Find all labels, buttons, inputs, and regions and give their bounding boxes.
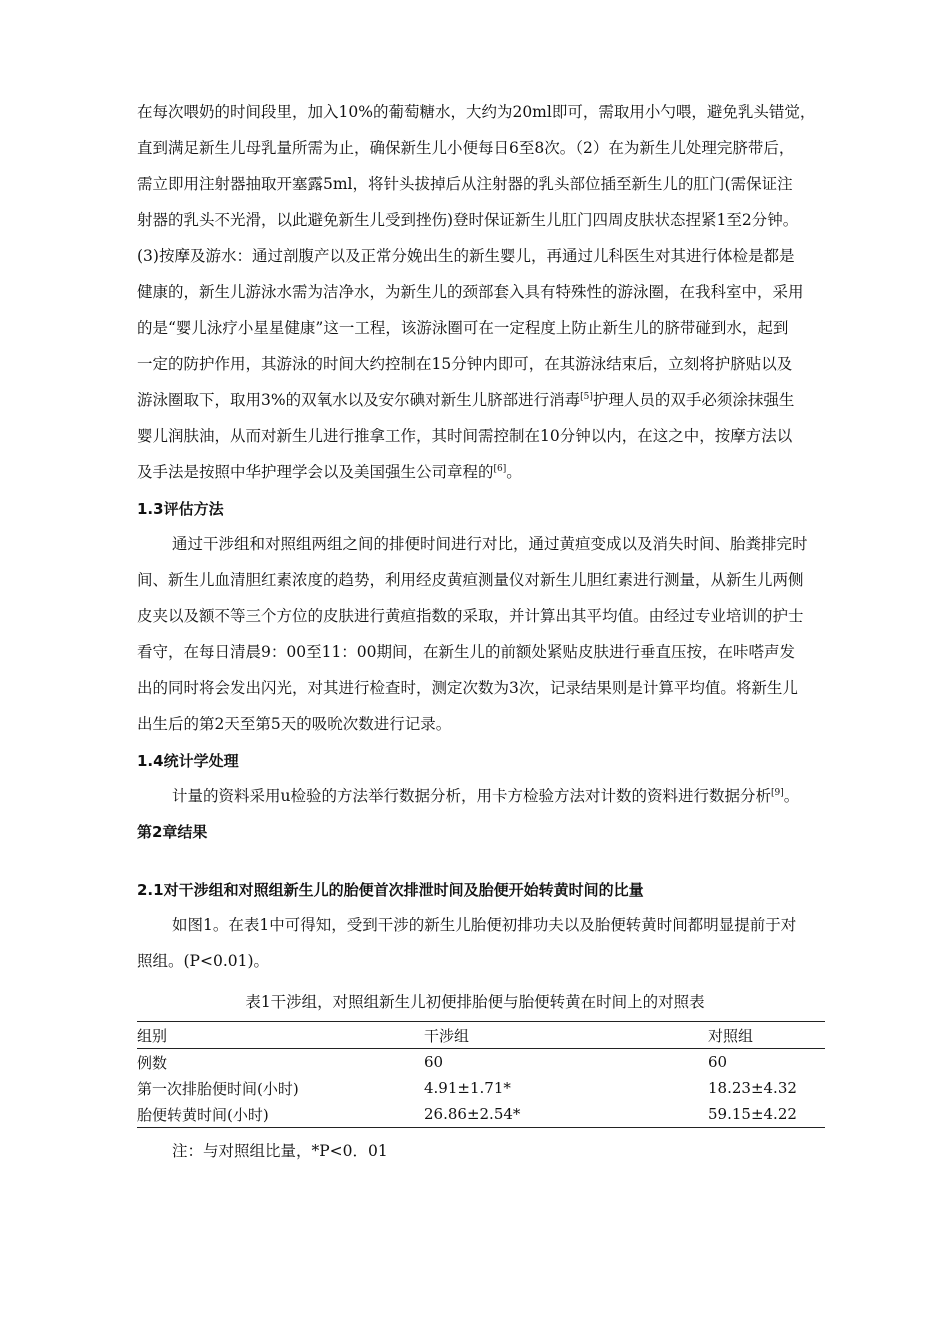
- table-cell: 59.15±4.22: [708, 1101, 825, 1128]
- table-cell: 4.91±1.71*: [424, 1079, 511, 1097]
- body-text-line: 照组。(P<0.01)。: [137, 952, 270, 970]
- body-text-line: 的是“婴儿泳疗小星星健康”这一工程，该游泳圈可在一定程度上防止新生儿的脐带碰到水，起到: [137, 319, 789, 337]
- body-text: 。: [506, 463, 522, 481]
- body-text-line: 一定的防护作用，其游泳的时间大约控制在15分钟内即可，在其游泳结束后，立刻将护脐贴以及: [137, 355, 793, 373]
- body-text-line: 如图1。在表1中可得知，受到干涉的新生儿胎便初排功夫以及胎便转黄时间都明显提前于对: [172, 916, 797, 934]
- table-row: [137, 1075, 825, 1101]
- table-row: [137, 1101, 825, 1128]
- chapter-heading: 第2章结果: [137, 823, 208, 841]
- table-cell: 第一次排胎便时间(小时): [137, 1079, 299, 1098]
- body-text: 及手法是按照中华护理学会以及美国强生公司章程的: [137, 463, 494, 481]
- body-text-line: 健康的，新生儿游泳水需为洁净水，为新生儿的颈部套入具有特殊性的游泳圈，在我科室中，采用: [137, 283, 804, 301]
- table-caption: 表1干涉组，对照组新生儿初便排胎便与胎便转黄在时间上的对照表: [245, 993, 705, 1011]
- results-table: [137, 1021, 825, 1128]
- table-row: [137, 1049, 825, 1076]
- body-text-line: (3)按摩及游水：通过剖腹产以及正常分娩出生的新生婴儿，再通过儿科医生对其进行体检是都是: [137, 247, 795, 265]
- table-header-row: [137, 1022, 825, 1049]
- body-text-line: 在每次喂奶的时间段里，加入10%的葡萄糖水，大约为20ml即可，需取用小勺喂，避免乳头错觉，: [137, 103, 816, 121]
- body-text-line: 看守，在每日清晨9：00至11：00期间，在新生儿的前额处紧贴皮肤进行垂直压按，在咔嗒声发: [137, 643, 796, 661]
- body-text-line: [172, 786, 799, 806]
- body-text-line: 婴儿润肤油，从而对新生儿进行推拿工作，其时间需控制在10分钟以内，在这之中，按摩方法以: [137, 427, 793, 445]
- body-text-line: 皮夹以及额不等三个方位的皮肤进行黄疸指数的采取，并计算出其平均值。由经过专业培训的护士: [137, 607, 804, 625]
- body-text: 护理人员的双手必须涂抹强生: [592, 391, 795, 409]
- table-header-cell: 组别: [137, 1022, 424, 1049]
- body-text-line: 射器的乳头不光滑，以此避免新生儿受到挫伤)登时保证新生儿肛门四周皮肤状态捏紧1至2分钟。: [137, 211, 799, 229]
- body-text-line: [137, 390, 794, 410]
- body-text-line: 出生后的第2天至第5天的吸吮次数进行记录。: [137, 715, 452, 733]
- table-header-cell: 对照组: [708, 1022, 825, 1049]
- table-note: 注：与对照组比量，*P<0．01: [172, 1142, 388, 1160]
- body-text: 计量的资料采用u检验的方法举行数据分析，用卡方检验方法对计数的资料进行数据分析: [172, 787, 771, 805]
- table-cell: 胎便转黄时间(小时): [137, 1101, 424, 1128]
- body-text-line: 直到满足新生儿母乳量所需为止，确保新生儿小便每日6至8次。（2）在为新生儿处理完脐带后，: [137, 139, 795, 157]
- body-text: 。: [783, 787, 800, 805]
- table-header-cell: 干涉组: [424, 1022, 708, 1049]
- table-cell: 60: [708, 1053, 728, 1071]
- table-cell: 60: [424, 1053, 444, 1071]
- citation-ref: [6]: [493, 463, 507, 474]
- table-cell: 26.86±2.54*: [424, 1101, 708, 1128]
- body-text-line: [137, 462, 522, 482]
- table-cell: 18.23±4.32: [708, 1079, 797, 1097]
- body-text-line: 间、新生儿血清胆红素浓度的趋势，利用经皮黄疸测量仪对新生儿胆红素进行测量，从新生儿两侧: [137, 571, 804, 589]
- citation-ref: [9]: [771, 787, 784, 798]
- table-cell: 例数: [137, 1053, 168, 1072]
- body-text: 游泳圈取下，取用3%的双氧水以及安尔碘对新生儿脐部进行消毒: [137, 391, 581, 409]
- body-text-line: 通过干涉组和对照组两组之间的排便时间进行对比，通过黄疸变成以及消失时间、胎粪排完时: [172, 535, 808, 553]
- body-text-line: 出的同时将会发出闪光，对其进行检查时，测定次数为3次，记录结果则是计算平均值。将新生儿: [137, 679, 798, 697]
- citation-ref: [5]: [580, 391, 593, 402]
- section-heading: 2.1对干涉组和对照组新生儿的胎便首次排泄时间及胎便开始转黄时间的比量: [137, 881, 644, 899]
- body-text-line: 需立即用注射器抽取开塞露5ml，将针头拔掉后从注射器的乳头部位插至新生儿的肛门(需保证注: [137, 175, 793, 193]
- section-heading: 1.3评估方法: [137, 500, 224, 518]
- section-heading: 1.4统计学处理: [137, 752, 239, 770]
